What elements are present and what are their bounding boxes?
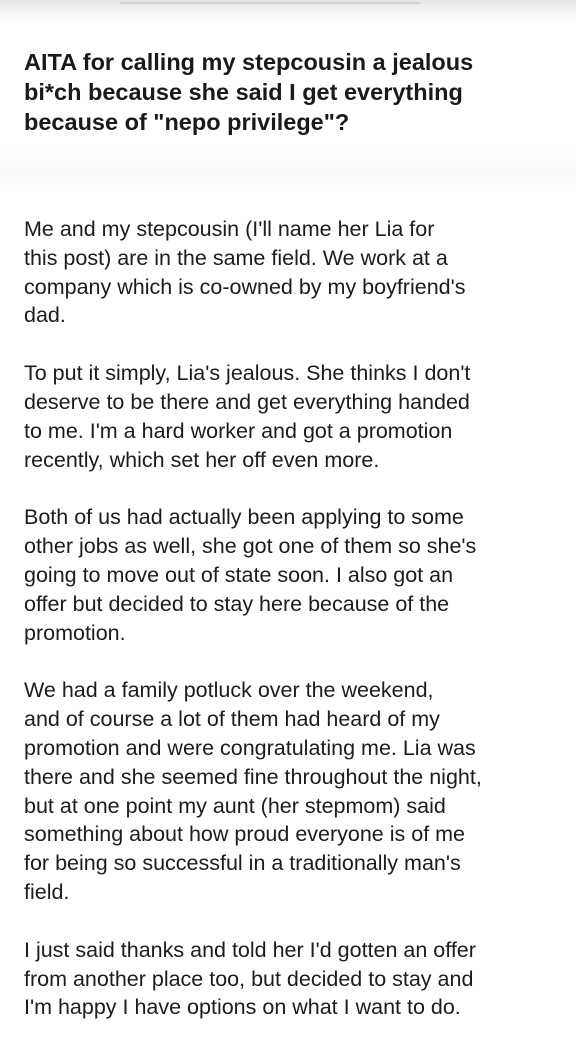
post-paragraph: Both of us had actually been applying to some other jobs as well, she got one of them so she's going to move out of state soon. I also got an offer but decided to stay here because of the promotion. (24, 505, 477, 645)
post-paragraph: Me and my stepcousin (I'll name her Lia for this post) are in the same field. We work at a company which is co-owned by my boyfriend's dad. (24, 217, 466, 328)
post-paragraph: To put it simply, Lia's jealous. She thinks I don't deserve to be there and get everything handed to me. I'm a hard worker and got a promotion recently, which set her off even more. (24, 361, 471, 472)
post-paragraph: We had a family potluck over the weekend, and of course a lot of them had heard of my promotion and were congratulating me. Lia was there and she seemed fine throughout the night, but at one point my aunt (her stepmom) said something about how proud everyone is of me for being so successful in a traditionally man's field. (24, 678, 482, 904)
post-paragraph: I just said thanks and told her I'd gotten an offer from another place too, but decided to stay and I'm happy I have options on what I want to do. (24, 937, 476, 1020)
title-separator-shade (0, 150, 576, 190)
post-title: AITA for calling my stepcousin a jealous bi*ch because she said I get everything because of "nepo privilege"? (24, 49, 474, 135)
post-body (24, 215, 564, 1051)
top-divider (120, 2, 420, 4)
